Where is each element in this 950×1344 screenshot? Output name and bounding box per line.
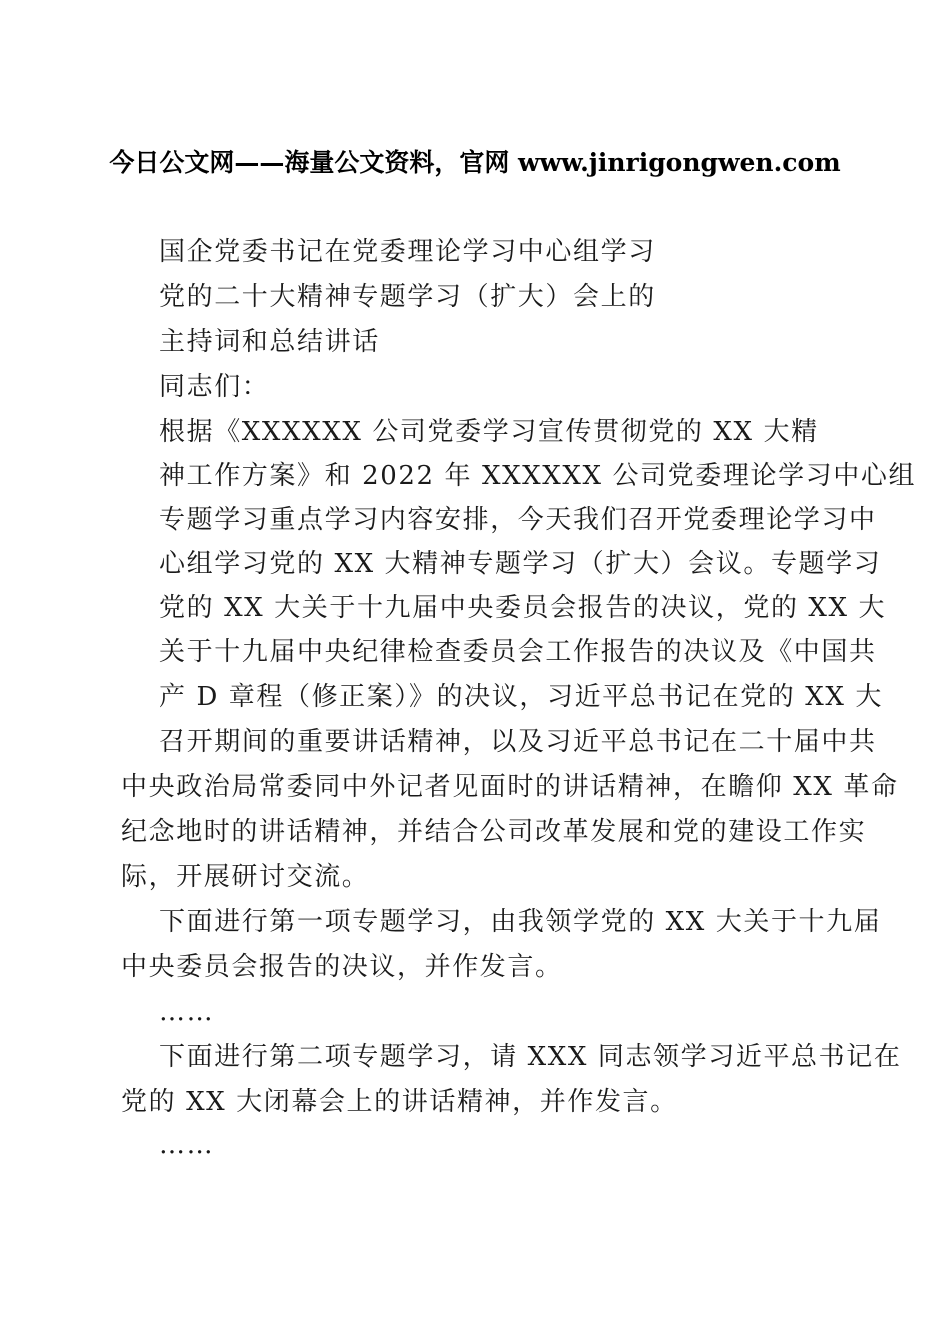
paragraph-first-study: 下面进行第一项专题学习，由我领学党的 XX 大关于十九届 xyxy=(159,907,882,937)
body-line: 纪念地时的讲话精神，并结合公司改革发展和党的建设工作实 xyxy=(121,817,867,847)
body-line: 神工作方案》和 2022 年 XXXXXX 公司党委理论学习中心组 xyxy=(159,461,917,491)
body-line: 心组学习党的 XX 大精神专题学习（扩大）会议。专题学习 xyxy=(159,549,882,579)
body-line: 专题学习重点学习内容安排，今天我们召开党委理论学习中 xyxy=(159,505,877,535)
salutation: 同志们： xyxy=(159,372,270,402)
ellipsis: …… xyxy=(159,1130,215,1160)
title-line-2: 党的二十大精神专题学习（扩大）会上的 xyxy=(159,282,656,312)
body-line: 关于十九届中央纪律检查委员会工作报告的决议及《中国共 xyxy=(159,637,877,667)
body-line: 中央委员会报告的决议，并作发言。 xyxy=(121,952,563,982)
body-line: 党的 XX 大闭幕会上的讲话精神，并作发言。 xyxy=(121,1087,678,1117)
title-line-3: 主持词和总结讲话 xyxy=(159,327,380,357)
body-line: 产 D 章程（修正案）》的决议，习近平总书记在党的 XX 大 xyxy=(159,682,883,712)
body-line: 中央政治局常委同中外记者见面时的讲话精神，在瞻仰 XX 革命 xyxy=(121,772,899,802)
site-header-banner: 今日公文网——海量公文资料，官网 www.jinrigongwen.com xyxy=(109,148,841,177)
title-line-1: 国企党委书记在党委理论学习中心组学习 xyxy=(159,237,656,267)
body-line: 召开期间的重要讲话精神，以及习近平总书记在二十届中共 xyxy=(159,727,877,757)
body-line: 党的 XX 大关于十九届中央委员会报告的决议，党的 XX 大 xyxy=(159,593,887,623)
body-line: 际，开展研讨交流。 xyxy=(121,862,370,892)
ellipsis: …… xyxy=(159,997,215,1027)
paragraph-second-study: 下面进行第二项专题学习，请 XXX 同志领学习近平总书记在 xyxy=(159,1042,902,1072)
body-line: 根据《XXXXXX 公司党委学习宣传贯彻党的 XX 大精 xyxy=(159,417,819,447)
